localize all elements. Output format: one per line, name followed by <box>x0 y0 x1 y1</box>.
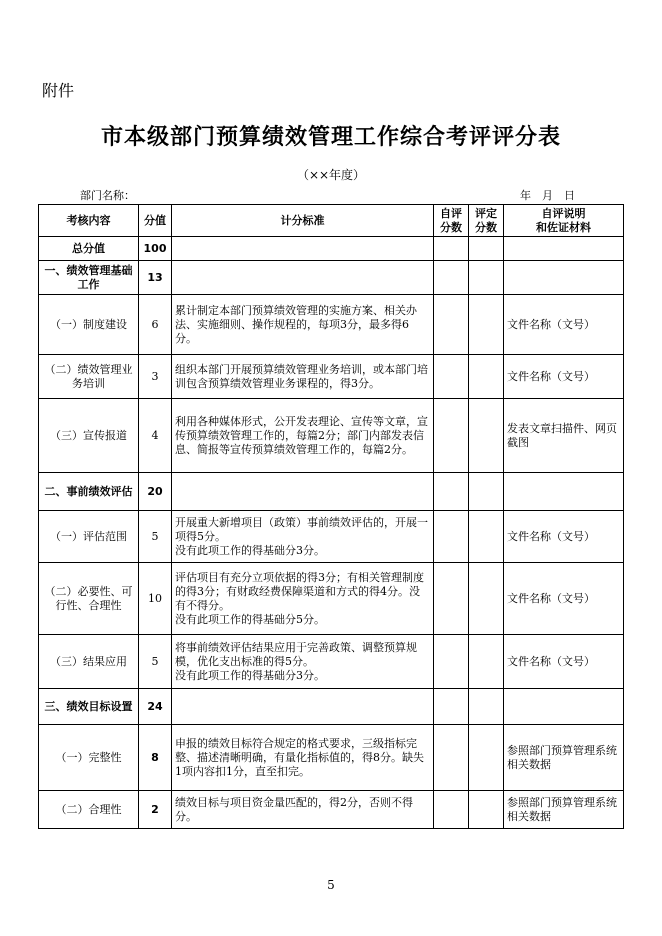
score-cell: 4 <box>139 399 172 473</box>
col-header-note <box>504 205 624 237</box>
self-score-cell <box>434 237 469 261</box>
criteria-cell: 累计制定本部门预算绩效管理的实施方案、相关办法、实施细则、操作规程的，每项3分，最多得6分。 <box>172 295 434 355</box>
self-score-cell <box>434 689 469 725</box>
self-score-cell <box>434 791 469 829</box>
criteria-cell: 评估项目有充分立项依据的得3分；有相关管理制度的得3分；有财政经费保障渠道和方式的得4分。没有不得分。 没有此项工作的得基础分5分。 <box>172 563 434 635</box>
item-cell: （二）绩效管理业务培训 <box>39 355 139 399</box>
assessed-score-cell <box>469 355 504 399</box>
assessed-score-cell <box>469 295 504 355</box>
score-cell: 6 <box>139 295 172 355</box>
assessed-score-cell <box>469 635 504 689</box>
table-row <box>39 511 624 563</box>
note-cell <box>504 689 624 725</box>
score-cell: 5 <box>139 635 172 689</box>
assessed-score-cell <box>469 689 504 725</box>
score-cell: 13 <box>139 261 172 295</box>
table-row <box>39 355 624 399</box>
self-score-cell <box>434 399 469 473</box>
self-score-cell <box>434 511 469 563</box>
self-score-cell <box>434 355 469 399</box>
item-cell: （二）合理性 <box>39 791 139 829</box>
col-header-assessed-score-line2: 分数 <box>475 220 497 234</box>
table-row <box>39 399 624 473</box>
criteria-cell: 利用各种媒体形式，公开发表理论、宣传等文章，宣传预算绩效管理工作的，每篇2分；部门内部发表信息、简报等宣传预算绩效管理工作的，每篇2分。 <box>172 399 434 473</box>
note-cell <box>504 261 624 295</box>
assessed-score-cell <box>469 725 504 791</box>
item-cell: 总分值 <box>39 237 139 261</box>
table-row <box>39 689 624 725</box>
col-header-assessed-score-line1: 评定 <box>475 206 497 220</box>
table-header-row <box>39 205 624 237</box>
assessed-score-cell <box>469 563 504 635</box>
table-row <box>39 635 624 689</box>
table-row <box>39 473 624 511</box>
date-label: 年 月 日 <box>520 189 575 202</box>
department-label: 部门名称： <box>80 189 135 202</box>
score-cell: 3 <box>139 355 172 399</box>
note-cell <box>504 473 624 511</box>
page-title: 市本级部门预算绩效管理工作综合考评评分表 <box>100 124 561 150</box>
col-header-assessed-score <box>469 205 504 237</box>
self-score-cell <box>434 725 469 791</box>
criteria-cell: 组织本部门开展预算绩效管理业务培训，或本部门培训包含预算绩效管理业务课程的，得3分。 <box>172 355 434 399</box>
col-header-self-score <box>434 205 469 237</box>
item-cell: 三、绩效目标设置 <box>39 689 139 725</box>
table-row <box>39 563 624 635</box>
assessed-score-cell <box>469 261 504 295</box>
self-score-cell <box>434 295 469 355</box>
assessed-score-cell <box>469 473 504 511</box>
criteria-cell: 申报的绩效目标符合规定的格式要求，三级指标完整、描述清晰明确，有量化指标值的，得8分。缺失1项内容扣1分，直至扣完。 <box>172 725 434 791</box>
score-cell: 100 <box>139 237 172 261</box>
score-cell: 10 <box>139 563 172 635</box>
note-cell: 文件名称（文号） <box>504 295 624 355</box>
score-cell: 5 <box>139 511 172 563</box>
note-cell: 文件名称（文号） <box>504 355 624 399</box>
assessed-score-cell <box>469 791 504 829</box>
table-row <box>39 791 624 829</box>
criteria-cell: 将事前绩效评估结果应用于完善政策、调整预算规模，优化支出标准的得5分。 没有此项工作的得基础分3分。 <box>172 635 434 689</box>
note-cell: 参照部门预算管理系统相关数据 <box>504 791 624 829</box>
criteria-cell <box>172 261 434 295</box>
item-cell: 一、绩效管理基础工作 <box>39 261 139 295</box>
item-cell: （三）宣传报道 <box>39 399 139 473</box>
col-header-criteria: 计分标准 <box>172 205 434 237</box>
col-header-item: 考核内容 <box>39 205 139 237</box>
scoring-table <box>38 204 624 829</box>
col-header-score: 分值 <box>139 205 172 237</box>
assessed-score-cell <box>469 237 504 261</box>
criteria-cell <box>172 237 434 261</box>
attachment-label: 附件 <box>42 81 75 100</box>
criteria-cell: 绩效目标与项目资金量匹配的，得2分，否则不得分。 <box>172 791 434 829</box>
item-cell: （二）必要性、可行性、合理性 <box>39 563 139 635</box>
self-score-cell <box>434 261 469 295</box>
table-row <box>39 295 624 355</box>
table-row <box>39 237 624 261</box>
self-score-cell <box>434 635 469 689</box>
score-cell: 24 <box>139 689 172 725</box>
assessed-score-cell <box>469 511 504 563</box>
note-cell: 参照部门预算管理系统相关数据 <box>504 725 624 791</box>
year-label: （××年度） <box>296 168 366 182</box>
table-row <box>39 261 624 295</box>
assessed-score-cell <box>469 399 504 473</box>
self-score-cell <box>434 563 469 635</box>
note-cell: 文件名称（文号） <box>504 563 624 635</box>
self-score-cell <box>434 473 469 511</box>
note-cell <box>504 237 624 261</box>
item-cell: （三）结果应用 <box>39 635 139 689</box>
item-cell: （一）制度建设 <box>39 295 139 355</box>
criteria-cell <box>172 473 434 511</box>
note-cell: 文件名称（文号） <box>504 635 624 689</box>
page-number: 5 <box>327 878 335 892</box>
item-cell: 二、事前绩效评估 <box>39 473 139 511</box>
col-header-self-score-line1: 自评 <box>440 206 462 220</box>
criteria-cell: 开展重大新增项目（政策）事前绩效评估的，开展一项得5分。 没有此项工作的得基础分3分。 <box>172 511 434 563</box>
note-cell: 文件名称（文号） <box>504 511 624 563</box>
col-header-note-line2: 和佐证材料 <box>536 220 591 234</box>
col-header-note-line1: 自评说明 <box>541 206 586 220</box>
item-cell: （一）评估范围 <box>39 511 139 563</box>
table-row <box>39 725 624 791</box>
score-cell: 2 <box>139 791 172 829</box>
score-cell: 8 <box>139 725 172 791</box>
item-cell: （一）完整性 <box>39 725 139 791</box>
score-cell: 20 <box>139 473 172 511</box>
criteria-cell <box>172 689 434 725</box>
col-header-self-score-line2: 分数 <box>440 220 462 234</box>
note-cell: 发表文章扫描件、网页截图 <box>504 399 624 473</box>
